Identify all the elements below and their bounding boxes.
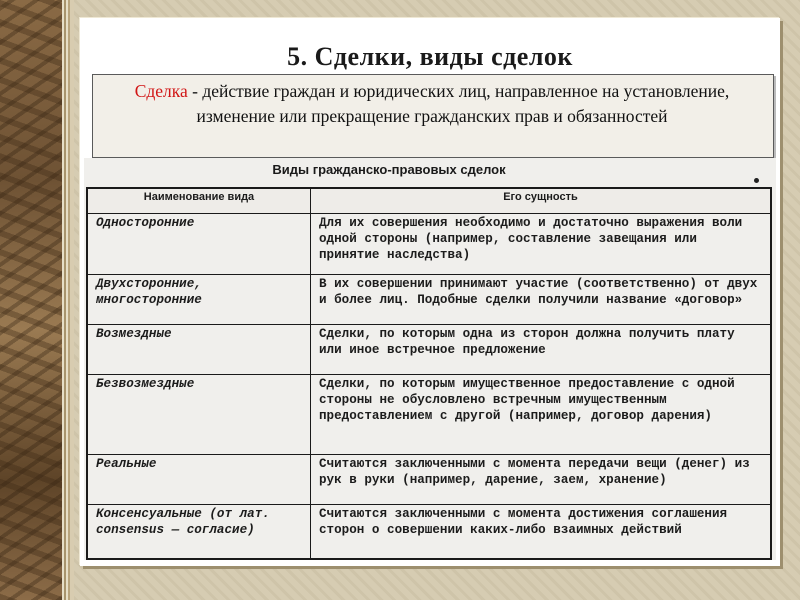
- row-type-name: Односторонние: [87, 214, 311, 275]
- row-type-name: Двухсторонние, многосторонние: [87, 275, 311, 325]
- row-essence: Сделки, по которым имущественное предоставление с одной стороны не обусловлено встречным имущественным предоставлением с другой (например, договор дарения): [311, 375, 772, 455]
- deal-types-table: [86, 187, 772, 560]
- row-type-name: Реальные: [87, 455, 311, 505]
- scan-dot-mark: [754, 178, 759, 183]
- header-essence: Его сущность: [311, 188, 772, 214]
- decorative-border-lines: [62, 0, 74, 600]
- slide-bottom-margin: [80, 566, 780, 600]
- row-essence: Сделки, по которым одна из сторон должна получить плату или иное встречное предложение: [311, 325, 772, 375]
- row-type-name: Консенсуальные (от лат. consensus — согласие): [87, 505, 311, 559]
- slide-title: 5. Сделки, виды сделок: [287, 42, 573, 71]
- table-row: [87, 325, 771, 375]
- table-row: [87, 214, 771, 275]
- row-type-name: Безвозмездные: [87, 375, 311, 455]
- table-row: [87, 275, 771, 325]
- definition-term: Сделка: [134, 81, 188, 101]
- row-essence: В их совершении принимают участие (соответственно) от двух и более лиц. Подобные сделки получили название «договор»: [311, 275, 772, 325]
- table-header-row: [87, 188, 771, 214]
- header-type-name: Наименование вида: [87, 188, 311, 214]
- row-essence: Для их совершения необходимо и достаточно выражения воли одной стороны (например, составление завещания или принятие наследства): [311, 214, 772, 275]
- table-caption: Виды гражданско-правовых сделок: [272, 162, 506, 177]
- table-row: [87, 455, 771, 505]
- table-row: [87, 375, 771, 455]
- row-essence: Считаются заключенными с момента достижения соглашения сторон о совершении каких-либо взаимных действий: [311, 505, 772, 559]
- row-type-name: Возмездные: [87, 325, 311, 375]
- table-row: [87, 505, 771, 559]
- decorative-side-strip: [0, 0, 62, 600]
- definition-body: - действие граждан и юридических лиц, направленное на установление, изменение или прекращение гражданских прав и обязанностей: [187, 81, 730, 126]
- definition-text: [96, 79, 768, 129]
- row-essence: Считаются заключенными с момента передачи вещи (денег) из рук в руки (например, дарение, заем, хранение): [311, 455, 772, 505]
